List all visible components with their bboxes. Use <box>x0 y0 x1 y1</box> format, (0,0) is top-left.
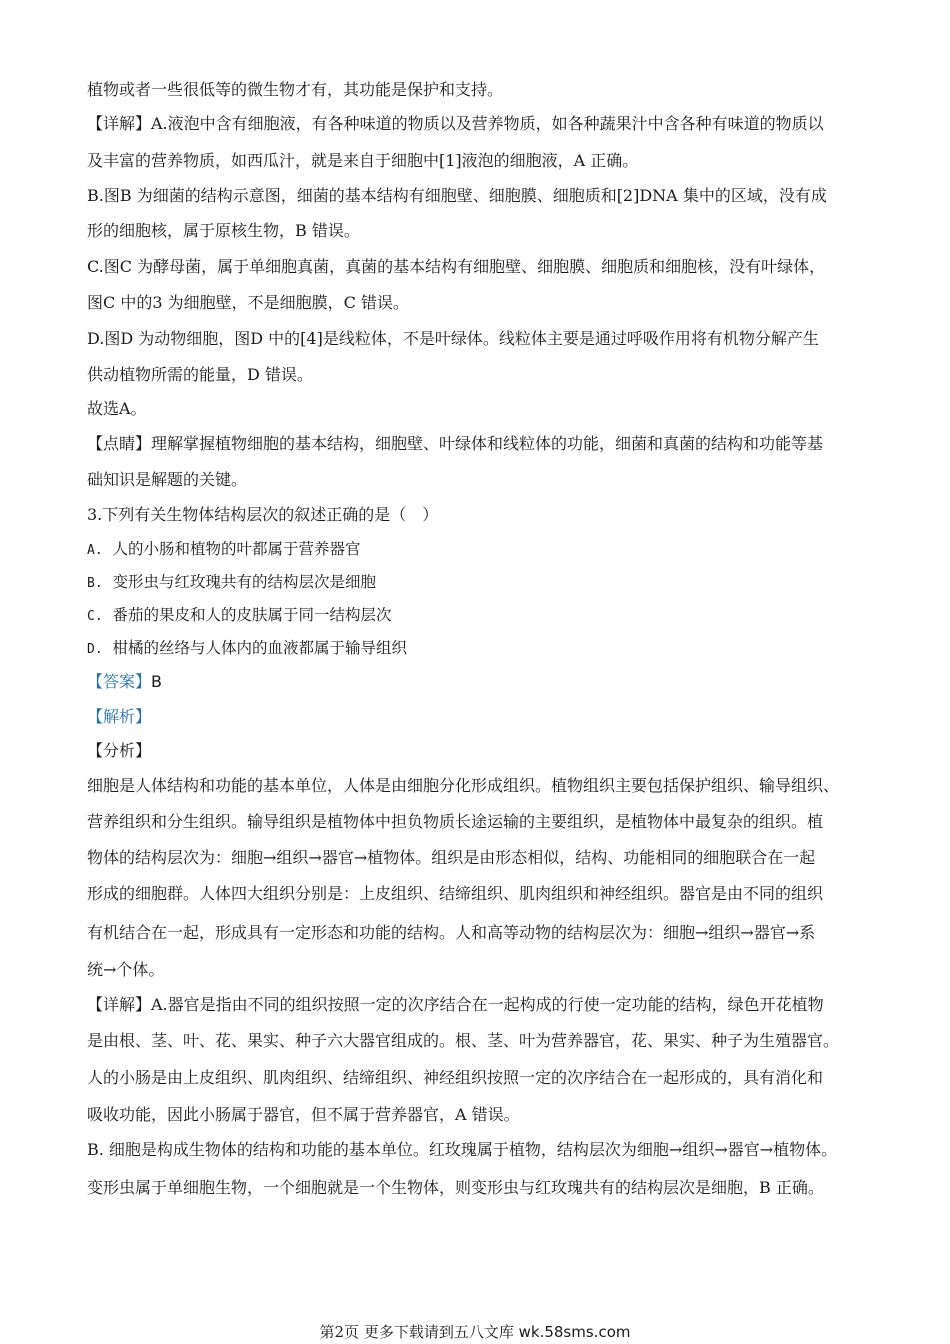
text-line: 营养组织和分生组织。输导组织是植物体中担负物质长途运输的主要组织，是植物体中最复杂的组织。植 <box>87 812 824 831</box>
text-line: 图C 中的3 为细胞壁，不是细胞膜，C 错误。 <box>87 293 409 312</box>
answer-value: B <box>151 672 162 691</box>
page-footer <box>0 1322 950 1342</box>
text-line: 物体的结构层次为：细胞→组织→器官→植物体。组织是由形态相似，结构、功能相同的细胞联合在一起 <box>87 848 816 867</box>
page-number: 第2页 <box>319 1323 360 1341</box>
footer-link[interactable]: wk.58sms.com <box>518 1323 631 1341</box>
option-text: 变形虫与红玫瑰共有的结构层次是细胞 <box>112 573 377 591</box>
fenxi-label: 【分析】 <box>87 741 152 760</box>
option-text: 柑橘的丝络与人体内的血液都属于输导组织 <box>112 639 408 657</box>
text-line: 统→个体。 <box>87 960 165 979</box>
option-key: C. <box>87 609 103 624</box>
option-b <box>87 572 877 594</box>
option-key: D. <box>87 642 103 657</box>
option-key: B. <box>87 576 103 591</box>
text-line: 础知识是解题的关键。 <box>87 470 248 489</box>
option-a <box>87 539 877 561</box>
text-line: C.图C 为酵母菌，属于单细胞真菌，真菌的基本结构有细胞壁、细胞膜、细胞质和细胞核，没有叶绿体， <box>87 257 826 276</box>
text-line: 形成的细胞群。人体四大组织分别是：上皮组织、结缔组织、肌肉组织和神经组织。器官是由不同的组织 <box>87 884 824 903</box>
option-key: A. <box>87 543 103 558</box>
analysis-label: 【解析】 <box>87 707 152 726</box>
text-line: 形的细胞核，属于原核生物，B 错误。 <box>87 221 360 240</box>
text-line: 人的小肠是由上皮组织、肌肉组织、结缔组织、神经组织按照一定的次序结合在一起形成的，具有消化和 <box>87 1068 824 1087</box>
text-line: 植物或者一些很低等的微生物才有，其功能是保护和支持。 <box>87 80 504 99</box>
text-line: B. 细胞是构成生物体的结构和功能的基本单位。红玫瑰属于植物，结构层次为细胞→组织→器官→植物体。 <box>87 1140 838 1159</box>
answer-label: 【答案】 <box>87 672 152 691</box>
option-text: 人的小肠和植物的叶都属于营养器官 <box>112 540 361 558</box>
text-line: 供动植物所需的能量，D 错误。 <box>87 365 313 384</box>
text-line: B.图B 为细菌的结构示意图，细菌的基本结构有细胞壁、细胞膜、细胞质和[2]DNA 集中的区域，没有成 <box>87 186 827 205</box>
footer-text: 更多下载请到五八文库 <box>363 1323 514 1341</box>
text-line: 故选A。 <box>87 399 147 418</box>
text-line: 及丰富的营养物质，如西瓜汁，就是来自于细胞中[1]液泡的细胞液，A 正确。 <box>87 151 639 170</box>
text-line: 【点睛】理解掌握植物细胞的基本结构，细胞壁、叶绿体和线粒体的功能，细菌和真菌的结构和功能等基 <box>87 434 824 453</box>
option-d <box>87 638 877 660</box>
text-line: 有机结合在一起，形成具有一定形态和功能的结构。人和高等动物的结构层次为：细胞→组织→器官→系 <box>87 923 816 942</box>
answer-line <box>87 672 877 692</box>
text-line: 是由根、茎、叶、花、果实、种子六大器官组成的。根、茎、叶为营养器官，花、果实、种子为生殖器官。 <box>87 1031 840 1050</box>
option-text: 番茄的果皮和人的皮肤属于同一结构层次 <box>112 606 392 624</box>
text-line: D.图D 为动物细胞，图D 中的[4]是线粒体，不是叶绿体。线粒体主要是通过呼吸作用将有机物分解产生 <box>87 329 819 348</box>
text-line: 吸收功能，因此小肠属于器官，但不属于营养器官，A 错误。 <box>87 1105 520 1124</box>
question-stem: 3.下列有关生物体结构层次的叙述正确的是（ ） <box>87 505 439 524</box>
text-line: 【详解】A.器官是指由不同的组织按照一定的次序结合在一起构成的行使一定功能的结构，绿色开花植物 <box>87 995 824 1014</box>
text-line: 【详解】A.液泡中含有细胞液，有各种味道的物质以及营养物质，如各种蔬果汁中含各种有味道的物质以 <box>87 114 824 133</box>
text-line: 细胞是人体结构和功能的基本单位，人体是由细胞分化形成组织。植物组织主要包括保护组织、输导组织、 <box>87 776 840 795</box>
option-c <box>87 605 877 627</box>
text-line: 变形虫属于单细胞生物，一个细胞就是一个生物体，则变形虫与红玫瑰共有的结构层次是细胞，B 正确。 <box>87 1178 824 1197</box>
